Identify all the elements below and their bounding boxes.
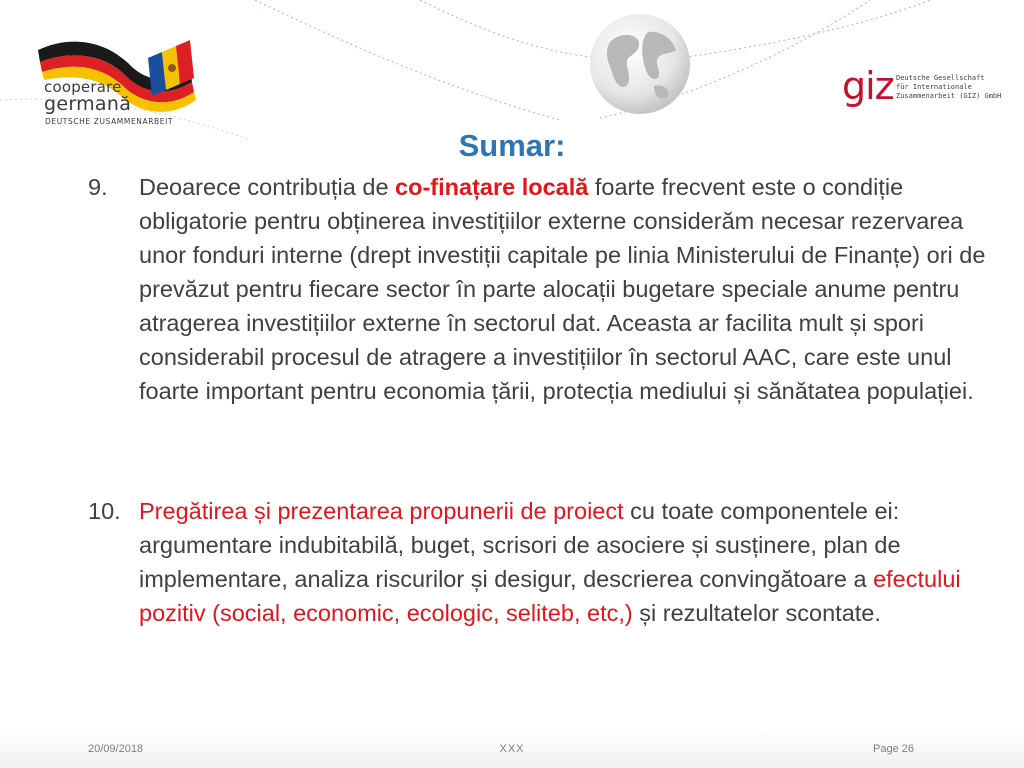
giz-text-line-1: Deutsche Gesellschaft xyxy=(896,74,985,82)
logo-line-deutsche-zusammenarbeit: DEUTSCHE ZUSAMMENARBEIT xyxy=(45,117,174,126)
list-item-text xyxy=(139,170,1008,408)
list-item-10 xyxy=(88,494,1008,630)
text-segment: cu toate componentele ei: argumentare indubitabilă, buget, scrisori de asociere și susținere, plan de implementare, analiza riscurilor și desigur, descrierea convingătoare a xyxy=(139,498,901,592)
footer-center-text: XXX xyxy=(499,743,525,755)
logo-line-germana: germană xyxy=(44,93,132,115)
list-item-number: 10. xyxy=(88,498,121,524)
text-segment: Deoarece contribuția de xyxy=(139,174,396,200)
list-item-number: 9. xyxy=(88,174,108,200)
list-item-9 xyxy=(88,170,1008,408)
slide-title: Sumar: xyxy=(458,128,566,163)
globe-icon xyxy=(588,12,692,116)
giz-text-line-3: Zusammenarbeit (GIZ) GmbH xyxy=(896,92,1002,100)
highlight-pregatirea-propunerii: Pregătirea și prezentarea propunerii de proiect xyxy=(139,498,624,524)
text-segment: și rezultatelor scontate. xyxy=(632,600,881,626)
logo-line-cooperare: cooperare xyxy=(44,78,122,96)
list-item-text xyxy=(139,494,1008,630)
giz-logo-text xyxy=(896,74,1001,101)
text-segment: foarte frecvent este o condiție obligatorie pentru obținerea investițiilor externe considerăm necesar rezervarea unor fonduri interne (drept investiții capitale pe linia Ministerului de Finanțe) ori de prevăzut pentru fiecare sector în parte alocații bugetare speciale anume pentru atragerea investițiilor externe în sectorul dat. Aceasta ar facilita mult și spori considerabil procesul de atragere a investițiilor în sectorul AAC, care este unul foarte important pentru economia țării, protecția mediului și sănătatea populației. xyxy=(139,174,986,404)
giz-logo: giz xyxy=(842,64,894,108)
giz-text-line-2: für Internationale xyxy=(896,83,972,91)
footer-date: 20/09/2018 xyxy=(88,743,144,755)
footer-page-number: Page 26 xyxy=(873,743,914,755)
highlight-efectului-pozitiv: efectului pozitiv (social, economic, ecologic, seliteb, etc,) xyxy=(139,566,961,626)
highlight-co-finantare-locala: co-finațare locală xyxy=(395,174,589,200)
